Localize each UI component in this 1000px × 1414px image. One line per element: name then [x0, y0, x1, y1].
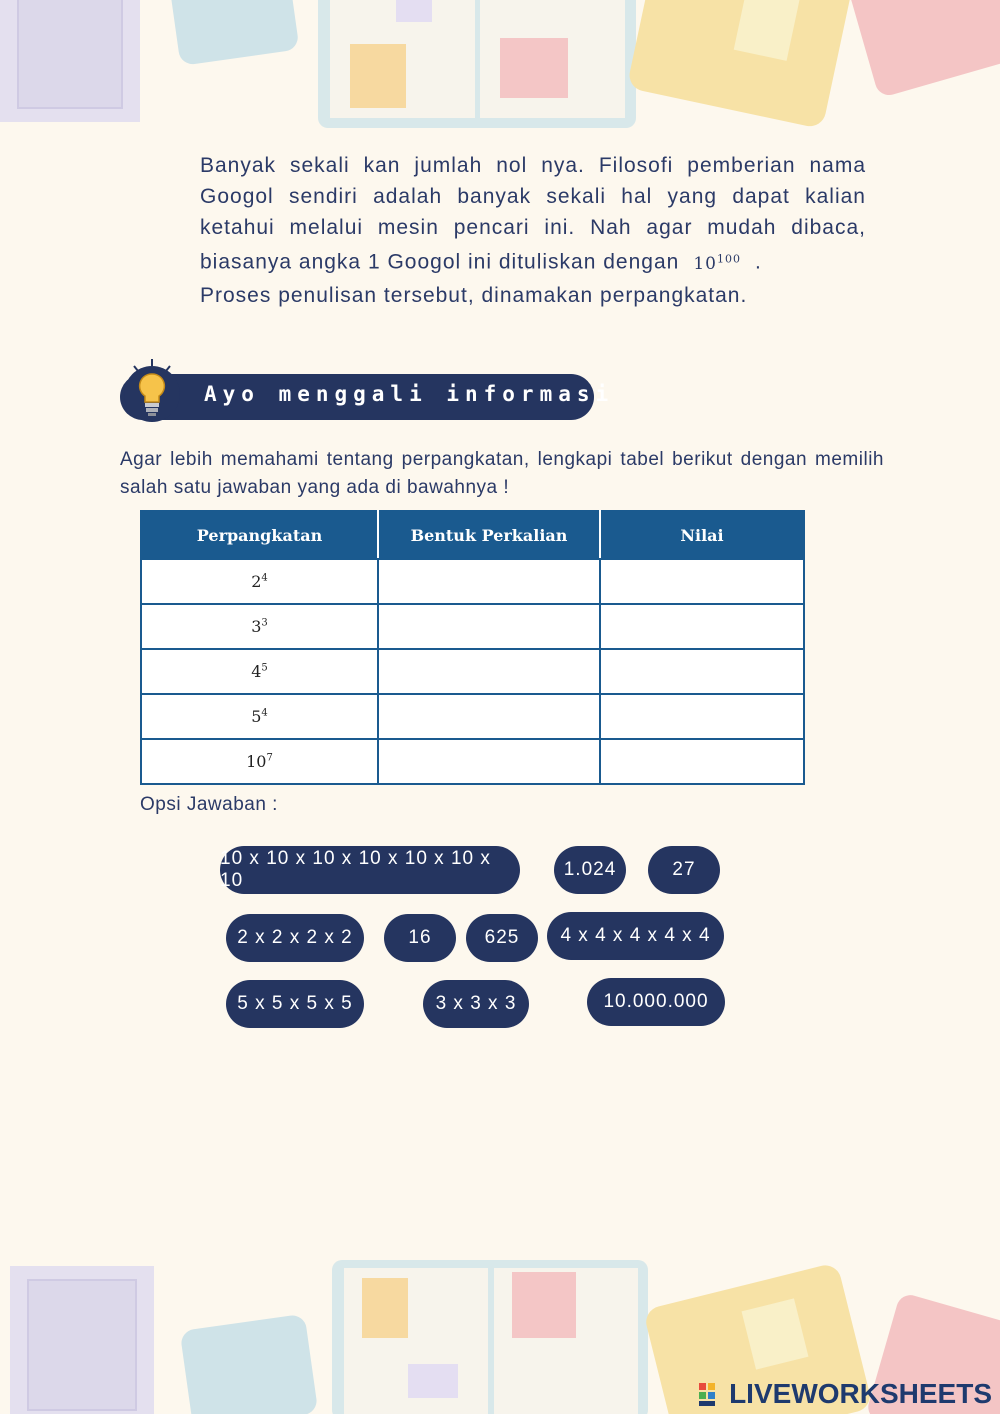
header-perpangkatan: Perpangkatan — [141, 511, 378, 559]
table-row — [141, 649, 804, 694]
power-cell: $5^4$ — [141, 694, 378, 739]
bentuk-dropzone[interactable] — [378, 604, 600, 649]
table-row — [141, 604, 804, 649]
intro-text: Banyak sekali kan jumlah nol nya. Filosofi pemberian nama Googol sendiri adalah banyak sekali hal yang dapat kalian ketahui melalui mesin pencari ini. Nah agar mudah dibaca, biasanya angka 1 Googol ini dituliskan dengan — [200, 154, 866, 274]
power-cell: $3^3$ — [141, 604, 378, 649]
options-label: Opsi Jawaban : — [140, 794, 278, 815]
nilai-dropzone[interactable] — [600, 649, 804, 694]
option-chip[interactable]: 27 — [648, 846, 720, 894]
option-chip[interactable]: 16 — [384, 914, 456, 962]
nilai-dropzone[interactable] — [600, 604, 804, 649]
header-nilai: Nilai — [600, 511, 804, 559]
option-chip[interactable]: 5 x 5 x 5 x 5 — [226, 980, 364, 1028]
nilai-dropzone[interactable] — [600, 559, 804, 604]
power-cell: $10^7$ — [141, 739, 378, 784]
power-cell: $2^4$ — [141, 559, 378, 604]
googol-power: $10^{100}$ — [693, 252, 741, 274]
option-chip[interactable]: 1.024 — [554, 846, 626, 894]
liveworksheets-logo-icon — [699, 1383, 725, 1407]
bentuk-dropzone[interactable] — [378, 694, 600, 739]
bentuk-dropzone[interactable] — [378, 649, 600, 694]
bentuk-dropzone[interactable] — [378, 559, 600, 604]
option-chip[interactable]: 10 x 10 x 10 x 10 x 10 x 10 x 10 — [220, 846, 520, 894]
exercise-table — [140, 510, 805, 785]
option-chip[interactable]: 4 x 4 x 4 x 4 x 4 — [547, 912, 724, 960]
nilai-dropzone[interactable] — [600, 739, 804, 784]
table-row — [141, 739, 804, 784]
instruction-text: Agar lebih memahami tentang perpangkatan, lengkapi tabel berikut dengan memilih salah satu jawaban yang ada di bawahnya ! — [120, 449, 884, 498]
option-chip[interactable]: 625 — [466, 914, 538, 962]
section-title: Ayo menggali informasi — [204, 382, 615, 406]
bentuk-dropzone[interactable] — [378, 739, 600, 784]
footer-brand[interactable]: LIVEWORKSHEETS — [729, 1378, 992, 1409]
nilai-dropzone[interactable] — [600, 694, 804, 739]
header-bentuk-perkalian: Bentuk Perkalian — [378, 511, 600, 559]
books-decoration-top — [0, 0, 1000, 140]
table-row — [141, 559, 804, 604]
power-cell: $4^5$ — [141, 649, 378, 694]
lightbulb-icon — [122, 358, 182, 424]
intro-paragraph: Banyak sekali kan jumlah nol nya. Filosofi pemberian nama Googol sendiri adalah banyak sekali hal yang dapat kalian ketahui melalui mesin pencari ini. Nah agar mudah dibaca, biasanya angka 1 Googol ini dituliskan dengan $10^{100}$ . Proses penulisan tersebut, dinamakan perpangkatan. — [200, 150, 866, 311]
table-row — [141, 694, 804, 739]
intro-conclusion: Proses penulisan tersebut, dinamakan perpangkatan. — [200, 283, 748, 307]
option-chip[interactable]: 10.000.000 — [587, 978, 725, 1026]
option-chip[interactable]: 3 x 3 x 3 — [423, 980, 529, 1028]
option-chip[interactable]: 2 x 2 x 2 x 2 — [226, 914, 364, 962]
